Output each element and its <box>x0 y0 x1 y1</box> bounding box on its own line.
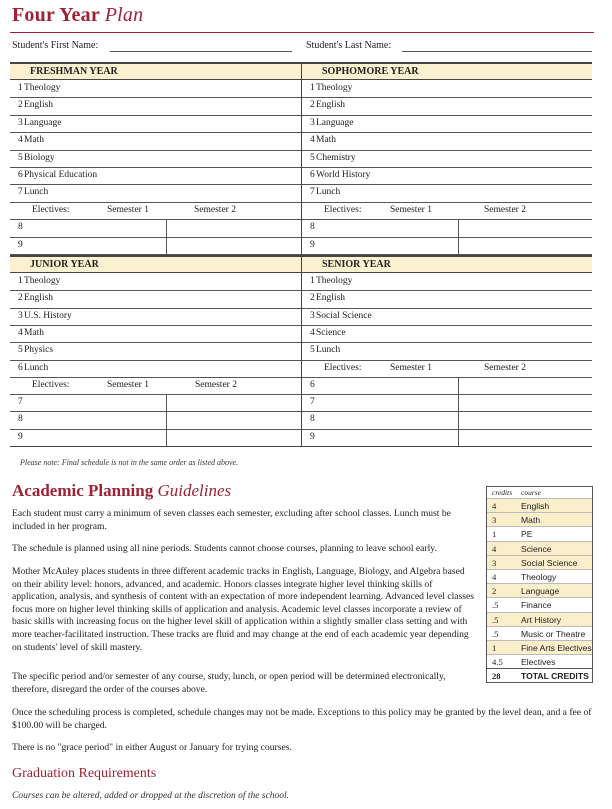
electives-label: Electives: <box>324 204 362 215</box>
course-number: 4 <box>310 327 315 338</box>
period-number: 7 <box>18 397 23 408</box>
course-number: 3 <box>310 310 315 321</box>
course-number: 1 <box>18 276 23 286</box>
course-number: 6 <box>18 170 23 180</box>
total-credits-label: TOTAL CREDITS <box>521 671 589 682</box>
guideline-para-6: There is no "grace period" in either August or January for trying courses. <box>12 742 292 753</box>
credit-course: Fine Arts Electives <box>521 642 592 653</box>
course-name: Language <box>316 117 354 128</box>
course-row <box>10 325 301 342</box>
period-number: 8 <box>18 414 23 425</box>
course-number: 4 <box>18 327 23 338</box>
credit-course: Electives <box>521 657 556 668</box>
course-row <box>302 325 592 342</box>
guideline-para-5: Once the scheduling process is completed, schedule changes may not be made. Exceptions to this policy may be granted by the level dean, and a fee of $100.00 will be charged. <box>12 707 592 731</box>
electives-row <box>10 377 301 394</box>
course-row <box>10 115 301 132</box>
credit-value: .5 <box>492 600 499 611</box>
course-name: Lunch <box>316 187 341 198</box>
course-row <box>302 150 592 167</box>
course-name: Chemistry <box>316 152 356 163</box>
elective-slot-row[interactable] <box>302 394 592 411</box>
period-number: 7 <box>310 397 315 408</box>
credit-course: English <box>521 501 550 511</box>
sophomore-header: SOPHOMORE YEAR <box>302 63 592 80</box>
credits-row <box>487 526 592 540</box>
credit-course: Math <box>521 515 541 526</box>
course-name: English <box>316 100 346 111</box>
course-number: 7 <box>310 187 315 198</box>
credit-value: 4 <box>492 543 497 554</box>
course-name: Lunch <box>316 345 341 356</box>
credit-value: 3 <box>492 515 497 526</box>
electives-row <box>10 202 301 219</box>
credits-row <box>487 569 592 583</box>
guidelines-title-italic: Guidelines <box>157 481 232 500</box>
semester-1-label: Semester 1 <box>390 362 432 373</box>
course-row <box>10 97 301 114</box>
semester-1-label: Semester 1 <box>390 204 432 215</box>
credit-course: Theology <box>521 571 557 582</box>
period-number: 8 <box>310 414 315 425</box>
course-row <box>10 273 301 290</box>
total-credits-value: 28 <box>492 671 501 682</box>
course-number: 5 <box>18 345 23 356</box>
column-divider <box>166 394 167 446</box>
elective-slot-row[interactable] <box>302 411 592 428</box>
course-number: 3 <box>18 310 23 321</box>
course-number: 6 <box>18 362 23 373</box>
course-row <box>302 290 592 307</box>
guideline-para-2: The schedule is planned using all nine periods. Students cannot choose courses, planning to leave school early. <box>12 543 437 554</box>
course-name: English <box>24 100 54 111</box>
course-number: 5 <box>310 152 315 163</box>
guidelines-title <box>12 481 231 501</box>
course-row <box>10 167 301 184</box>
elective-slot-row[interactable] <box>10 237 301 254</box>
credit-value: .5 <box>492 628 499 639</box>
senior-header: SENIOR YEAR <box>302 256 592 273</box>
course-name: Language <box>24 117 62 128</box>
course-name: U.S. History <box>24 310 72 321</box>
title-italic: Plan <box>104 4 144 26</box>
period-number: 9 <box>310 239 315 250</box>
credit-value: 4 <box>492 571 497 582</box>
freshman-header: FRESHMAN YEAR <box>10 63 301 80</box>
credits-row <box>487 583 592 597</box>
elective-slot-row[interactable] <box>10 411 301 428</box>
credits-row <box>487 541 592 555</box>
credit-course: Finance <box>521 600 552 611</box>
electives-label: Electives: <box>324 362 362 373</box>
course-name: English <box>316 293 346 304</box>
course-row <box>302 184 592 201</box>
credits-header-row <box>487 487 592 498</box>
elective-slot-row[interactable] <box>10 219 301 236</box>
course-row <box>302 115 592 132</box>
course-number: 5 <box>18 152 23 163</box>
course-number: 6 <box>310 170 315 180</box>
period-number: 8 <box>310 222 315 233</box>
elective-slot-row[interactable] <box>10 429 301 446</box>
guideline-para-3: Mother McAuley places students in three different academic tracks in English, Language, Biology, and Algebra based on their ability level: honors, advanced, and academic. Honors classes integrate higher level thinking skills of application, analysis, and synthesis of content with an expectation of more independent learning. Advanced level classes focus more on higher level thinking skills of application and analysis. Academic level classes incorporate a review of basic skills with increasing focus on the higher level skill of application within a slightly smaller class setting and with more teacher-facilitated instruction. These tracks are fluid and may change at the end of each academic year depending on students' level of skill mastery. <box>12 566 474 653</box>
elective-slot-row[interactable] <box>10 394 301 411</box>
credit-value: 4 <box>492 501 497 511</box>
title-bold: Four Year <box>12 4 100 26</box>
credit-value: 2 <box>492 586 497 597</box>
column-divider <box>166 219 167 254</box>
credit-value: 1 <box>492 642 497 653</box>
course-row <box>302 132 592 149</box>
junior-header: JUNIOR YEAR <box>10 256 301 273</box>
course-name: Theology <box>316 83 353 93</box>
electives-row <box>302 360 592 377</box>
course-name: Social Science <box>316 310 372 321</box>
course-name: Science <box>316 327 346 338</box>
course-name: Lunch <box>24 362 49 373</box>
period-number: 6 <box>310 379 315 390</box>
credits-row <box>487 626 592 640</box>
course-row <box>302 342 592 359</box>
course-name: Math <box>24 327 45 338</box>
course-name: Math <box>24 135 45 146</box>
course-number: 1 <box>310 276 315 286</box>
grid-line <box>301 62 302 446</box>
elective-slot-row[interactable] <box>302 429 592 446</box>
credits-row <box>487 512 592 526</box>
course-row <box>10 290 301 307</box>
course-name: English <box>24 293 54 304</box>
credit-course: Social Science <box>521 557 578 568</box>
course-number: 2 <box>310 293 315 304</box>
course-row <box>10 308 301 325</box>
credit-course: Science <box>521 543 552 554</box>
period-number: 9 <box>18 431 23 442</box>
credits-row <box>487 612 592 626</box>
credits-col-header: credits <box>492 488 513 497</box>
credit-value: .5 <box>492 614 499 625</box>
course-name: Theology <box>24 83 61 93</box>
course-row <box>10 360 301 377</box>
credit-course: Music or Theatre <box>521 628 586 639</box>
electives-label: Electives: <box>32 204 70 215</box>
semester-2-label: Semester 2 <box>484 362 526 373</box>
course-name: Physics <box>24 345 54 356</box>
elective-slot-row[interactable] <box>302 219 592 236</box>
course-number: 4 <box>18 135 23 146</box>
course-name: Math <box>316 135 337 146</box>
course-name: Theology <box>24 276 61 286</box>
course-name: Lunch <box>24 187 49 198</box>
guidelines-title-bold: Academic Planning <box>12 481 154 500</box>
first-name-label: Student's First Name: <box>12 40 99 51</box>
semester-2-label: Semester 2 <box>194 204 236 215</box>
credit-course: Language <box>521 586 560 597</box>
credit-value: 1 <box>492 529 497 540</box>
course-number: 5 <box>310 345 315 356</box>
course-number: 3 <box>18 117 23 128</box>
elective-slot-row[interactable] <box>302 237 592 254</box>
schedule-note: Please note: Final schedule is not in the same order as listed above. <box>20 458 239 467</box>
course-row <box>10 342 301 359</box>
credits-row <box>487 597 592 611</box>
course-row <box>302 308 592 325</box>
semester-1-label: Semester 1 <box>107 379 149 390</box>
grid-line <box>10 446 592 447</box>
course-row <box>302 97 592 114</box>
column-divider <box>458 377 459 446</box>
course-number: 1 <box>18 83 23 93</box>
credits-row <box>487 654 592 668</box>
course-row <box>10 80 301 97</box>
course-number: 2 <box>18 100 23 111</box>
period-number: 9 <box>310 431 315 442</box>
column-divider <box>458 219 459 254</box>
course-name: Theology <box>316 276 353 286</box>
elective-slot-row[interactable] <box>302 377 592 394</box>
course-number: 1 <box>310 83 315 93</box>
course-row <box>302 273 592 290</box>
course-row <box>302 80 592 97</box>
credits-row <box>487 640 592 654</box>
credit-value: 4.5 <box>492 657 503 668</box>
last-name-label: Student's Last Name: <box>306 40 392 51</box>
credits-table <box>486 486 593 683</box>
period-number: 9 <box>18 239 23 250</box>
semester-1-label: Semester 1 <box>107 204 149 215</box>
course-row <box>10 132 301 149</box>
course-number: 2 <box>310 100 315 111</box>
semester-2-label: Semester 2 <box>195 379 237 390</box>
course-col-header: course <box>521 488 541 497</box>
guideline-para-4: The specific period and/or semester of any course, study, lunch, or open period will be determined electronically, therefore, disregard the order of the courses above. <box>12 671 446 695</box>
course-number: 7 <box>18 187 23 198</box>
credit-course: Art History <box>521 614 562 625</box>
credits-row <box>487 498 592 512</box>
graduation-note: Courses can be altered, added or dropped at the discretion of the school. <box>12 791 290 801</box>
graduation-title: Graduation Requirements <box>12 766 157 781</box>
semester-2-label: Semester 2 <box>484 204 526 215</box>
course-name: Physical Education <box>24 170 98 180</box>
electives-label: Electives: <box>32 379 70 390</box>
course-row <box>302 167 592 184</box>
course-name: World History <box>316 170 371 180</box>
credit-value: 3 <box>492 557 497 568</box>
course-name: Biology <box>24 152 55 163</box>
credits-total-row <box>487 668 592 682</box>
credits-row <box>487 555 592 569</box>
credit-course: PE <box>521 529 533 540</box>
course-number: 3 <box>310 117 315 128</box>
course-number: 4 <box>310 135 315 146</box>
course-row <box>10 150 301 167</box>
period-number: 8 <box>18 222 23 233</box>
course-row <box>10 184 301 201</box>
electives-row <box>302 202 592 219</box>
course-number: 2 <box>18 293 23 304</box>
guideline-para-1: Each student must carry a minimum of seven classes each semester, excluding after school classes. Lunch must be included in her program. <box>12 508 451 532</box>
